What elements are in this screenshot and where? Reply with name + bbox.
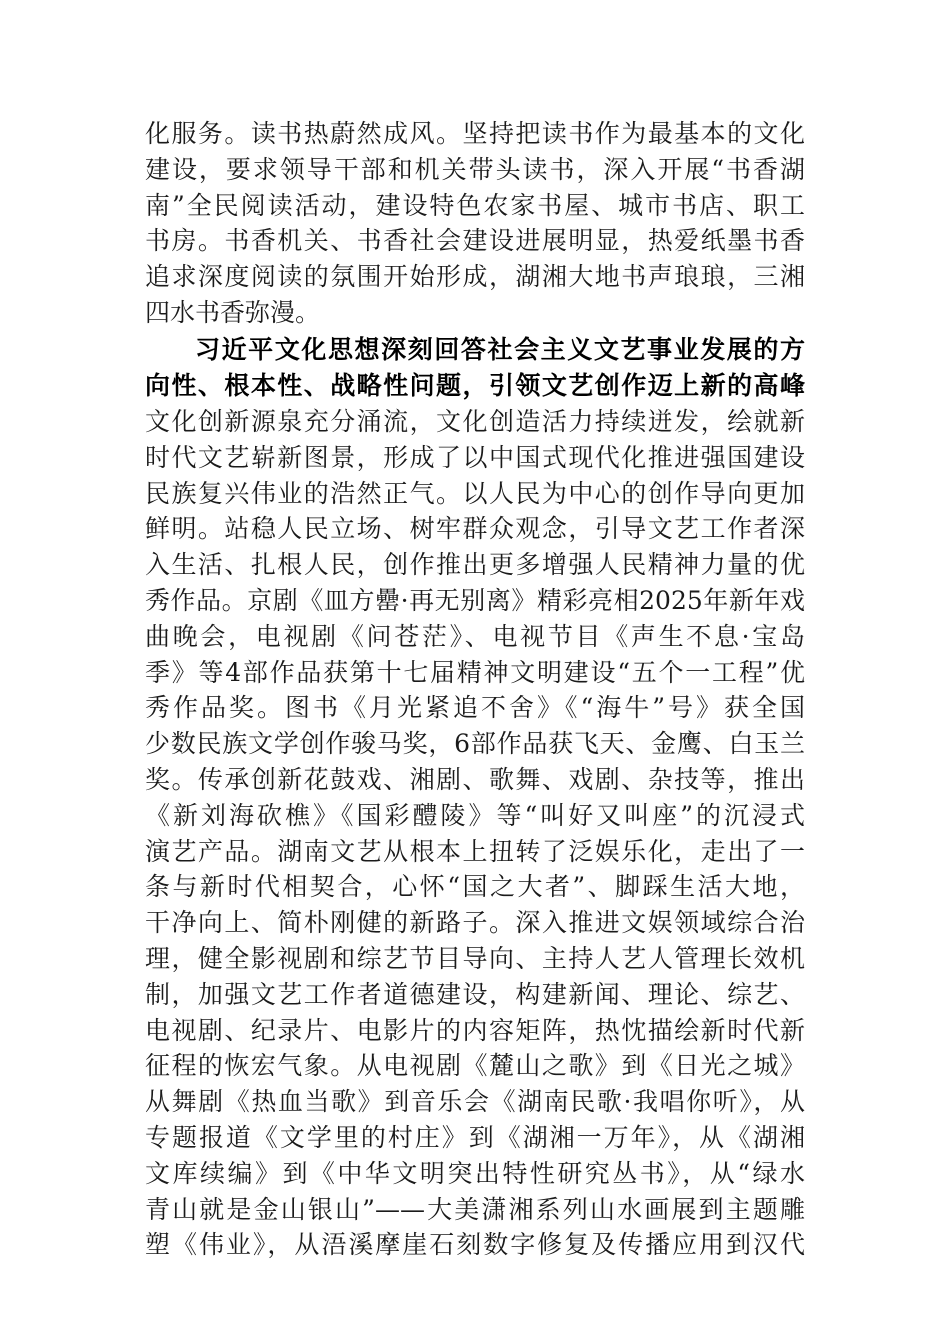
text-line: 演艺产品。湖南文艺从根本上扭转了泛娱乐化，走出了一 (145, 836, 805, 866)
text-line: 秀作品奖。图书《月光紧追不舍》《“海牛”号》获全国 (145, 693, 805, 723)
text-line: 建设，要求领导干部和机关带头读书，深入开展“书香湖 (145, 154, 805, 184)
text-line: 制，加强文艺工作者道德建设，构建新闻、理论、综艺、 (145, 979, 805, 1009)
text-line: 征程的恢宏气象。从电视剧《麓山之歌》到《日光之城》 (145, 1051, 805, 1081)
text-line: 鲜明。站稳人民立场、树牢群众观念，引导文艺工作者深 (145, 514, 805, 544)
text-line: 少数民族文学创作骏马奖，6部作品获飞天、金鹰、白玉兰 (145, 729, 805, 759)
text-line: 民族复兴伟业的浩然正气。以人民为中心的创作导向更加 (145, 478, 805, 508)
text-line: 《新刘海砍樵》《国彩醴陵》等“叫好又叫座”的沉浸式 (145, 800, 805, 830)
text-line: 四水书香弥漫。 (145, 297, 321, 327)
text-line: 奖。传承创新花鼓戏、湘剧、歌舞、戏剧、杂技等，推出 (145, 764, 805, 794)
text-line: 理，健全影视剧和综艺节目导向、主持人艺人管理长效机 (145, 943, 805, 973)
text-line: 文库续编》到《中华文明突出特性研究丛书》，从“绿水 (145, 1158, 805, 1188)
text-line: 干净向上、简朴刚健的新路子。深入推进文娱领域综合治 (145, 908, 805, 938)
text-line: 时代文艺崭新图景，形成了以中国式现代化推进强国建设 (145, 442, 805, 472)
text-line: 电视剧、纪录片、电影片的内容矩阵，热忱描绘新时代新 (145, 1015, 805, 1045)
text-line: 书房。书香机关、书香社会建设进展明显，热爱纸墨书香 (145, 226, 805, 256)
section-heading (145, 332, 805, 404)
text-line: 塑《伟业》，从浯溪摩崖石刻数字修复及传播应用到汉代 (145, 1230, 805, 1260)
paragraph-reading-culture (145, 116, 805, 331)
heading-line: 向性、根本性、战略性问题，引领文艺创作迈上新的高峰 (145, 370, 805, 400)
text-line: 季》等4部作品获第十七届精神文明建设“五个一工程”优 (145, 657, 805, 687)
text-line: 秀作品。京剧《皿方罍·再无别离》精彩亮相2025年新年戏 (145, 585, 805, 615)
text-line: 曲晚会，电视剧《问苍茫》、电视节目《声生不息·宝岛 (145, 621, 805, 651)
text-line: 南”全民阅读活动，建设特色农家书屋、城市书店、职工 (145, 190, 805, 220)
text-line: 文化创新源泉充分涌流，文化创造活力持续迸发，绘就新 (145, 407, 805, 436)
paragraph-literature-art (145, 404, 805, 1263)
text-line: 入生活、扎根人民，创作推出更多增强人民精神力量的优 (145, 550, 805, 580)
text-line: 条与新时代相契合，心怀“国之大者”、脚踩生活大地， (145, 872, 805, 902)
text-line: 青山就是金山银山”——大美潇湘系列山水画展到主题雕 (145, 1194, 805, 1224)
text-line: 化服务。读书热蔚然成风。坚持把读书作为最基本的文化 (145, 119, 805, 148)
heading-line: 习近平文化思想深刻回答社会主义文艺事业发展的方 (195, 335, 805, 364)
text-line: 追求深度阅读的氛围开始形成，湖湘大地书声琅琅，三湘 (145, 262, 805, 292)
text-line: 从舞剧《热血当歌》到音乐会《湖南民歌·我唱你听》，从 (145, 1087, 805, 1117)
text-line: 专题报道《文学里的村庄》到《湖湘一万年》，从《湖湘 (145, 1122, 805, 1152)
